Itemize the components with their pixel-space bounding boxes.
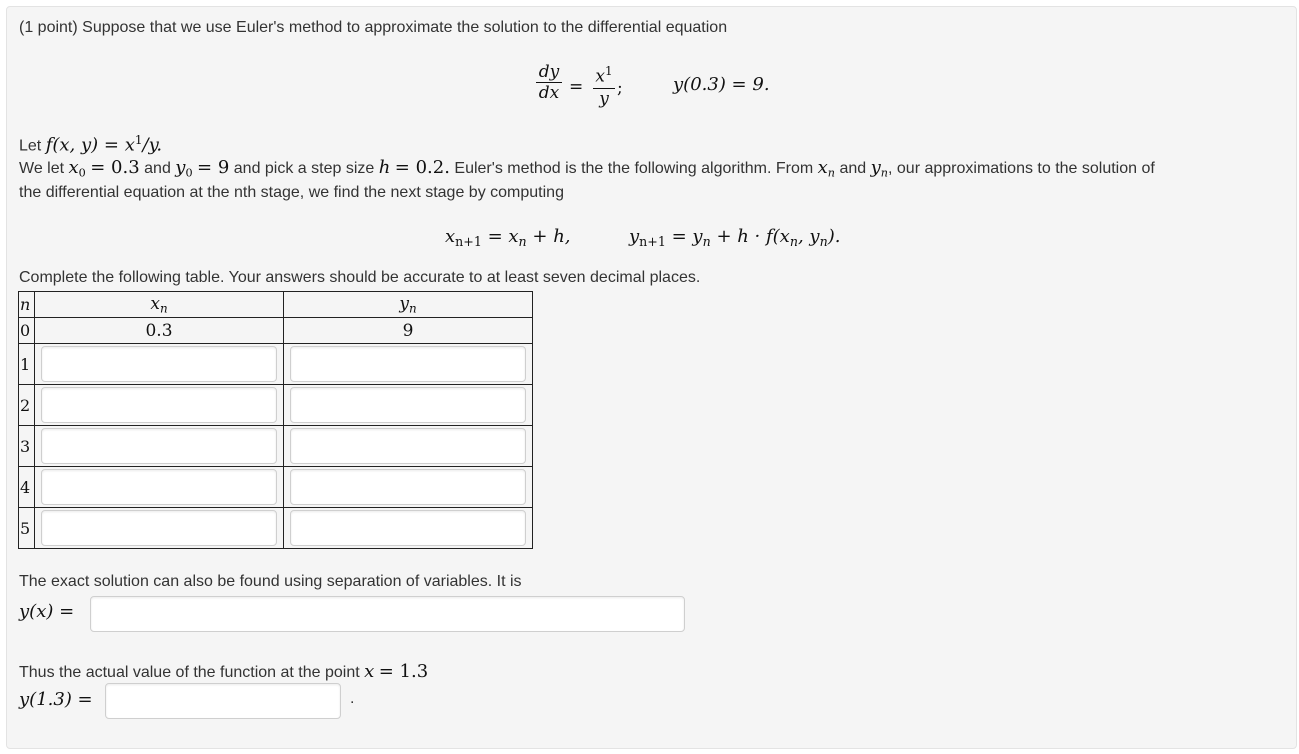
header-n: n [19, 292, 35, 318]
ode-lhs-fraction [536, 62, 562, 103]
row-index: 0 [19, 318, 35, 344]
problem-intro: (1 point) Suppose that we use Euler's method to approximate the solution to the differential equation [19, 19, 728, 36]
table-row [19, 426, 533, 467]
x2-input[interactable] [41, 387, 277, 423]
table-row [19, 467, 533, 508]
x3-input[interactable] [41, 428, 277, 464]
row-index: 5 [19, 508, 35, 549]
row-index: 2 [19, 385, 35, 426]
table-header-row [19, 292, 533, 318]
f-definition: Let f(x, $y) = x^1/y$. [19, 133, 163, 156]
x1-input[interactable] [41, 346, 277, 382]
table-row [19, 318, 533, 344]
euler-y-update: $y_{n+1} = y_n + h \cdot f(x_n$, $y_n$). [629, 226, 841, 249]
ode-lhs-numerator: dy [538, 62, 560, 82]
exact-solution-input[interactable] [90, 596, 685, 632]
euler-table [18, 291, 533, 549]
exact-solution-text: The exact solution can also be found using separation of variables. It is [19, 573, 522, 590]
ode-rhs-denominator: y [599, 88, 609, 109]
ode-equals: = [569, 77, 584, 97]
y3-input[interactable] [290, 428, 526, 464]
exact-solution-label: y(x) = [19, 601, 75, 622]
x0-value: 0.3 [35, 318, 284, 344]
ode-initial-condition: y(0.3) = 9. [673, 74, 770, 95]
method-description-line1: We let $x_0 = 0.3$ and $y_0 = 9$ and pick a step size h = 0.2. Euler's method is the the following algorithm. From $x_n$ and $y_n$, our approximations to the solution of [19, 157, 1155, 180]
x4-input[interactable] [41, 469, 277, 505]
ode-rhs-fraction [593, 60, 615, 109]
table-row [19, 344, 533, 385]
y0-value: 9 [284, 318, 533, 344]
ode-rhs-numerator: $x^1$ [595, 64, 613, 87]
y5-input[interactable] [290, 510, 526, 546]
x5-input[interactable] [41, 510, 277, 546]
header-yn: $y_n$ [284, 292, 533, 318]
row-index: 3 [19, 426, 35, 467]
y2-input[interactable] [290, 387, 526, 423]
actual-value-text: Thus the actual value of the function at the point x = 1.3 [19, 661, 429, 682]
table-instruction: Complete the following table. Your answers should be accurate to at least seven decimal places. [19, 269, 701, 286]
ode-separator: ; [617, 78, 623, 98]
ode-lhs-denominator: dx [538, 83, 560, 103]
table-row [19, 508, 533, 549]
actual-value-label: y(1.3) = [19, 689, 93, 710]
row-index: 4 [19, 467, 35, 508]
y4-input[interactable] [290, 469, 526, 505]
header-xn: $x_n$ [35, 292, 284, 318]
table-row [19, 385, 533, 426]
y1-input[interactable] [290, 346, 526, 382]
actual-value-input[interactable] [105, 683, 341, 719]
row-index: 1 [19, 344, 35, 385]
euler-x-update: $x_{n+1} = x_n + h$, [445, 226, 571, 249]
actual-value-period: . [350, 690, 355, 707]
method-description-line2: the differential equation at the nth stage, we find the next stage by computing [19, 184, 564, 201]
